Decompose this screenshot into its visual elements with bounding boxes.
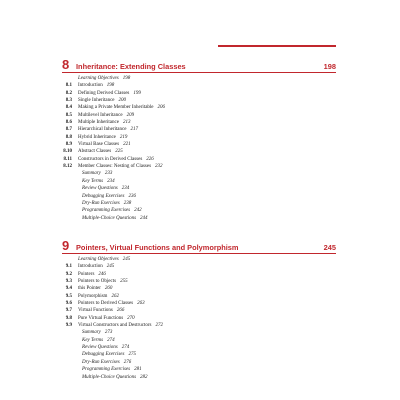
entry-text-wrap (82, 193, 136, 200)
section-number: 9.8 (65, 315, 72, 321)
section-number: 9.1 (65, 264, 72, 270)
entry-text-wrap (78, 104, 165, 111)
entry-text-wrap (78, 119, 130, 126)
toc-entry[interactable] (62, 75, 336, 82)
section-title: Pointers to Objects (78, 279, 117, 285)
chapter-number: 8 (62, 57, 70, 72)
entry-page-number: 273 (104, 330, 113, 336)
chapter-title: Inheritance: Extending Classes (76, 62, 186, 71)
section-title: Pointers to Derived Classes (78, 301, 134, 307)
toc-entry[interactable] (62, 97, 336, 104)
entry-text-wrap (82, 185, 129, 192)
chapter-page-number: 245 (323, 243, 336, 252)
toc-entry[interactable] (62, 148, 336, 155)
toc-entry[interactable] (62, 344, 336, 351)
entry-text-wrap (82, 351, 136, 358)
toc-entry[interactable] (62, 82, 336, 89)
section-title: Dry-Run Exercises (82, 359, 120, 365)
entry-page-number: 275 (128, 352, 136, 358)
entry-text-wrap (78, 307, 124, 314)
section-title: Debugging Exercises (82, 352, 125, 358)
toc-entry[interactable] (62, 278, 336, 285)
toc-entry[interactable] (62, 315, 336, 322)
section-title: Introduction (78, 83, 103, 89)
entry-text-wrap (82, 215, 148, 222)
section-title: Review Questions (82, 186, 118, 192)
section-title: Key Terms (82, 337, 104, 343)
section-number: 9.6 (65, 301, 72, 307)
entry-page-number: 274 (121, 345, 130, 351)
section-title: Making a Private Member Inheritable (78, 105, 154, 111)
entry-text-wrap (78, 112, 134, 119)
entry-text-wrap (78, 148, 123, 155)
entry-page-number: 233 (104, 171, 113, 177)
top-divider-rule (218, 45, 336, 47)
entry-text-wrap (78, 315, 135, 322)
chapter-9-section (62, 237, 336, 381)
section-number: 8.9 (65, 142, 72, 148)
toc-entry[interactable] (62, 193, 336, 200)
section-title: Multiple Inheritance (78, 120, 119, 126)
entry-page-number: 225 (115, 149, 123, 155)
entry-text-wrap (78, 97, 126, 104)
chapter-number: 9 (62, 238, 70, 253)
entry-page-number: 255 (120, 279, 128, 285)
entry-text-wrap (82, 200, 131, 207)
entry-page-number: 282 (140, 374, 148, 380)
section-number: 8.7 (65, 127, 72, 133)
toc-entry[interactable] (62, 119, 336, 126)
section-title: Dry-Run Exercises (82, 200, 120, 206)
section-title: Review Questions (82, 345, 118, 351)
chapter-page-number: 198 (323, 62, 336, 71)
entry-text-wrap (82, 366, 142, 373)
entry-page-number: 272 (155, 323, 163, 329)
entry-page-number: 213 (122, 120, 131, 126)
entry-page-number: 260 (104, 286, 113, 292)
entry-page-number: 242 (134, 208, 142, 214)
entry-text-wrap (82, 337, 115, 344)
entry-page-number: 232 (155, 164, 163, 170)
entry-text-wrap (78, 156, 154, 163)
section-title: Programming Exercises (82, 208, 131, 214)
section-title: Summary (82, 330, 101, 336)
entry-page-number: 206 (157, 105, 166, 111)
entry-text-wrap (78, 163, 163, 170)
toc-entry[interactable] (62, 256, 336, 263)
chapter-title: Pointers, Virtual Functions and Polymorphism (76, 243, 239, 252)
section-title: Multilevel Inheritance (78, 112, 123, 118)
entry-text-wrap (78, 82, 114, 89)
entry-text-wrap (78, 141, 131, 148)
section-title: Virtual Functions (78, 308, 113, 314)
entry-text-wrap (78, 126, 138, 133)
entry-page-number: 217 (130, 127, 138, 133)
section-title: this Pointer (78, 286, 101, 292)
section-title: Pointers (78, 271, 95, 277)
entry-page-number: 245 (122, 257, 131, 262)
section-title: Constructors in Derived Classes (78, 156, 143, 162)
toc-entry[interactable] (62, 126, 336, 133)
entry-page-number: 198 (122, 76, 131, 81)
section-number: 9.3 (65, 279, 72, 285)
toc-entry[interactable] (62, 285, 336, 292)
toc-entry[interactable] (62, 134, 336, 141)
toc-entry[interactable] (62, 141, 336, 148)
entry-page-number: 221 (123, 142, 131, 148)
section-number: 9.9 (65, 323, 72, 329)
section-number: 8.8 (65, 134, 72, 140)
toc-entry[interactable] (62, 207, 336, 214)
toc-entry[interactable] (62, 359, 336, 366)
toc-entry[interactable] (62, 293, 336, 300)
section-number: 8.4 (65, 105, 72, 111)
section-title: Multiple-Choice Questions (82, 215, 137, 221)
entry-page-number: 219 (119, 134, 128, 140)
section-title: Learning Objectives (78, 76, 119, 81)
section-number: 9.2 (65, 271, 72, 277)
entry-page-number: 244 (140, 215, 148, 221)
entry-text-wrap (78, 285, 112, 292)
chapter-heading[interactable] (62, 56, 336, 73)
section-title: Hierarchical Inheritance (78, 127, 127, 133)
section-title: Programming Exercises (82, 367, 131, 373)
section-title: Member Classes: Nesting of Classes (78, 164, 152, 170)
entry-text-wrap (78, 278, 128, 285)
entry-text-wrap (78, 134, 127, 141)
entry-page-number: 270 (127, 315, 135, 321)
toc-entry[interactable] (62, 307, 336, 314)
entry-page-number: 238 (123, 200, 132, 206)
toc-entry[interactable] (62, 300, 336, 307)
section-number: 8.12 (63, 164, 72, 170)
entry-page-number: 199 (133, 90, 141, 96)
section-number: 8.2 (65, 90, 72, 96)
section-number: 8.5 (65, 112, 72, 118)
entry-text-wrap (78, 263, 114, 270)
entry-text-wrap (82, 178, 115, 185)
toc-entry[interactable] (62, 263, 336, 270)
section-title: Pure Virtual Functions (78, 315, 124, 321)
entry-page-number: 236 (128, 193, 136, 199)
section-number: 8.3 (65, 98, 72, 104)
entry-page-number: 200 (118, 98, 127, 104)
section-title: Introduction (78, 264, 103, 270)
entry-page-number: 262 (111, 293, 119, 299)
entry-page-number: 226 (146, 156, 154, 162)
entry-text-wrap (82, 329, 112, 336)
section-title: Summary (82, 171, 101, 177)
section-title: Multiple-Choice Questions (82, 374, 137, 380)
entry-page-number: 274 (107, 337, 115, 343)
toc-entry[interactable] (62, 322, 336, 329)
toc-entry[interactable] (62, 112, 336, 119)
entry-text-wrap (78, 90, 141, 97)
section-number: 9.4 (65, 286, 72, 292)
toc-entry[interactable] (62, 200, 336, 207)
chapter-8-section (62, 56, 336, 222)
entry-page-number: 234 (107, 178, 115, 184)
section-number: 8.10 (63, 149, 72, 155)
section-number: 8.6 (65, 120, 72, 126)
toc-entry[interactable] (62, 170, 336, 177)
section-number: 8.1 (65, 83, 72, 89)
entry-page-number: 276 (123, 359, 132, 365)
entry-page-number: 245 (106, 264, 115, 270)
entry-page-number: 266 (116, 308, 125, 314)
toc-entry[interactable] (62, 215, 336, 222)
entry-text-wrap (78, 300, 145, 307)
section-title: Abstract Classes (78, 149, 112, 155)
section-title: Hybrid Inheritance (78, 134, 116, 140)
section-title: Single Inheritance (78, 98, 115, 104)
toc-entries (62, 75, 336, 222)
toc-entry[interactable] (62, 178, 336, 185)
toc-entry[interactable] (62, 104, 336, 111)
entry-page-number: 281 (134, 367, 142, 373)
section-number: 8.11 (63, 156, 72, 162)
entry-text-wrap (78, 256, 130, 263)
entry-page-number: 209 (126, 112, 135, 118)
entry-page-number: 263 (137, 301, 145, 307)
entry-text-wrap (82, 170, 112, 177)
toc-entry[interactable] (62, 156, 336, 163)
entry-text-wrap (82, 374, 148, 381)
section-title: Defining Derived Classes (78, 90, 130, 96)
entry-text-wrap (82, 359, 131, 366)
section-title: Learning Objectives (78, 257, 119, 262)
entry-text-wrap (78, 75, 130, 82)
toc-entry[interactable] (62, 374, 336, 381)
toc-entry[interactable] (62, 271, 336, 278)
chapter-heading[interactable] (62, 237, 336, 254)
entry-text-wrap (82, 344, 129, 351)
entry-page-number: 234 (121, 186, 130, 192)
section-title: Polymorphism (78, 293, 108, 299)
toc-entry[interactable] (62, 329, 336, 336)
toc-entries (62, 256, 336, 381)
toc-entry[interactable] (62, 163, 336, 170)
toc-entry[interactable] (62, 351, 336, 358)
toc-entry[interactable] (62, 337, 336, 344)
section-number: 9.7 (65, 308, 72, 314)
entry-text-wrap (78, 271, 106, 278)
toc-entry[interactable] (62, 185, 336, 192)
toc-entry[interactable] (62, 366, 336, 373)
section-number: 9.5 (65, 293, 72, 299)
entry-page-number: 198 (106, 83, 115, 89)
entry-text-wrap (82, 207, 142, 214)
entry-page-number: 246 (98, 271, 106, 277)
entry-text-wrap (78, 322, 163, 329)
section-title: Virtual Base Classes (78, 142, 120, 148)
section-title: Key Terms (82, 178, 104, 184)
section-title: Virtual Constructors and Destructors (78, 323, 152, 329)
entry-text-wrap (78, 293, 119, 300)
toc-entry[interactable] (62, 90, 336, 97)
section-title: Debugging Exercises (82, 193, 125, 199)
